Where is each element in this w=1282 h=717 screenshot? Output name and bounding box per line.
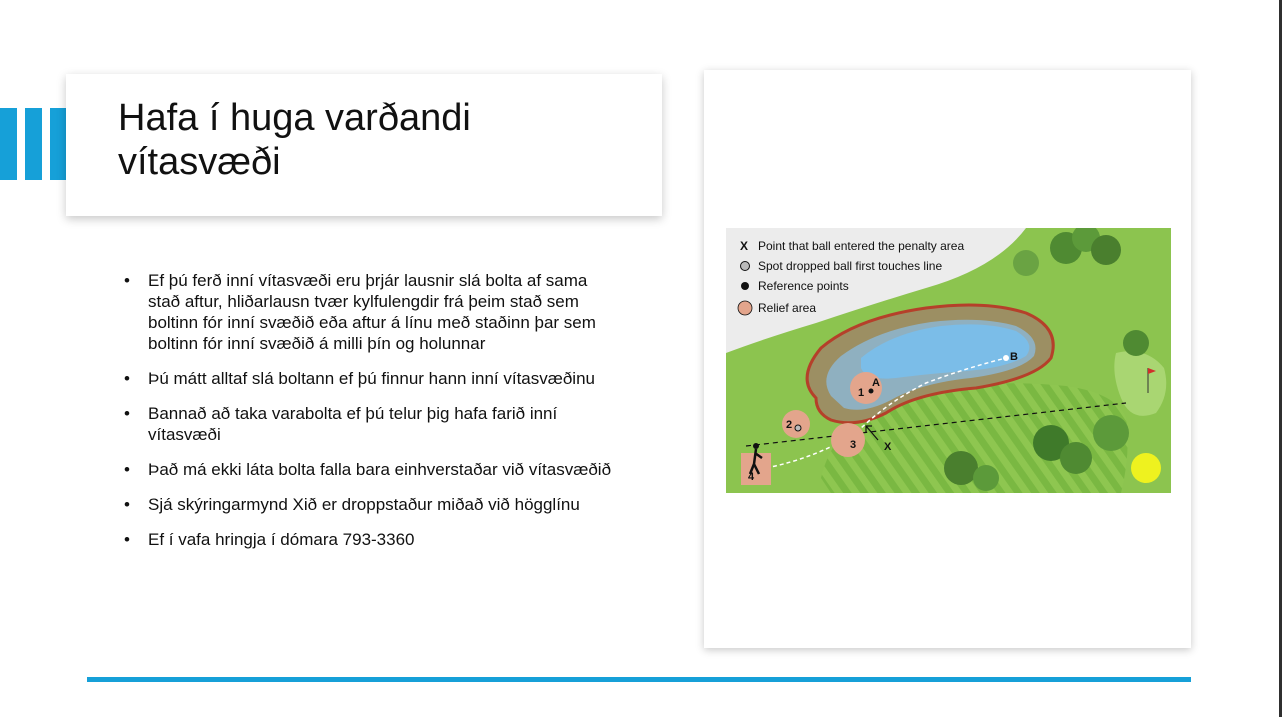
bullet-item: • Ef í vafa hringja í dómara 793-3360 <box>122 529 622 550</box>
bullet-item: • Ef þú ferð inní vítasvæði eru þrjár lausnir slá bolta af sama stað aftur, hliðarlausn tvær kylfulengdir frá þeim stað sem boltinn fór inní svæðið eða aftur á línu með staðinn þar sem boltinn fór inní svæðið á milli þín og holunnar <box>122 270 622 354</box>
title-card <box>66 74 662 216</box>
bullet-list <box>122 270 622 564</box>
penalty-area-diagram <box>726 228 1171 493</box>
bottom-accent-line <box>87 677 1191 682</box>
reference-point <box>869 389 874 394</box>
slide-title: Hafa í huga varðandi vítasvæði <box>118 97 471 183</box>
bullet-item: • Bannað að taka varabolta ef þú telur þig hafa farið inní vítasvæði <box>122 403 622 445</box>
legend-label: Point that ball entered the penalty area <box>758 239 965 253</box>
label-b: B <box>1010 351 1018 363</box>
label-a: A <box>872 377 880 389</box>
ball-b <box>1003 355 1009 361</box>
accent-bars <box>0 108 68 180</box>
label-x: X <box>884 441 892 453</box>
drop-spot <box>795 425 801 431</box>
accent-bar <box>50 108 66 180</box>
ball-marker <box>1131 453 1161 483</box>
accent-bar <box>0 108 17 180</box>
label-4: 4 <box>748 471 755 483</box>
bullet-item: • Þú mátt alltaf slá boltann ef þú finnur hann inní vítasvæðinu <box>122 368 622 389</box>
bullet-item: • Það má ekki láta bolta falla bara einhverstaðar við vítasvæðið <box>122 459 622 480</box>
accent-bar <box>25 108 42 180</box>
legend-grey-dot-icon <box>741 262 750 271</box>
label-3: 3 <box>850 439 857 451</box>
label-2: 2 <box>786 419 793 431</box>
legend-black-dot-icon <box>741 282 749 290</box>
legend-label: Spot dropped ball first touches line <box>758 259 943 273</box>
image-card <box>704 70 1191 648</box>
legend-x-icon: X <box>740 239 749 253</box>
bullet-item: • Sjá skýringarmynd Xið er droppstaður miðað við högglínu <box>122 494 622 515</box>
legend-relief-icon <box>738 301 752 315</box>
label-1: 1 <box>858 387 865 399</box>
legend-label: Relief area <box>758 301 817 315</box>
legend-label: Reference points <box>758 279 849 293</box>
relief-area-3 <box>831 423 865 457</box>
